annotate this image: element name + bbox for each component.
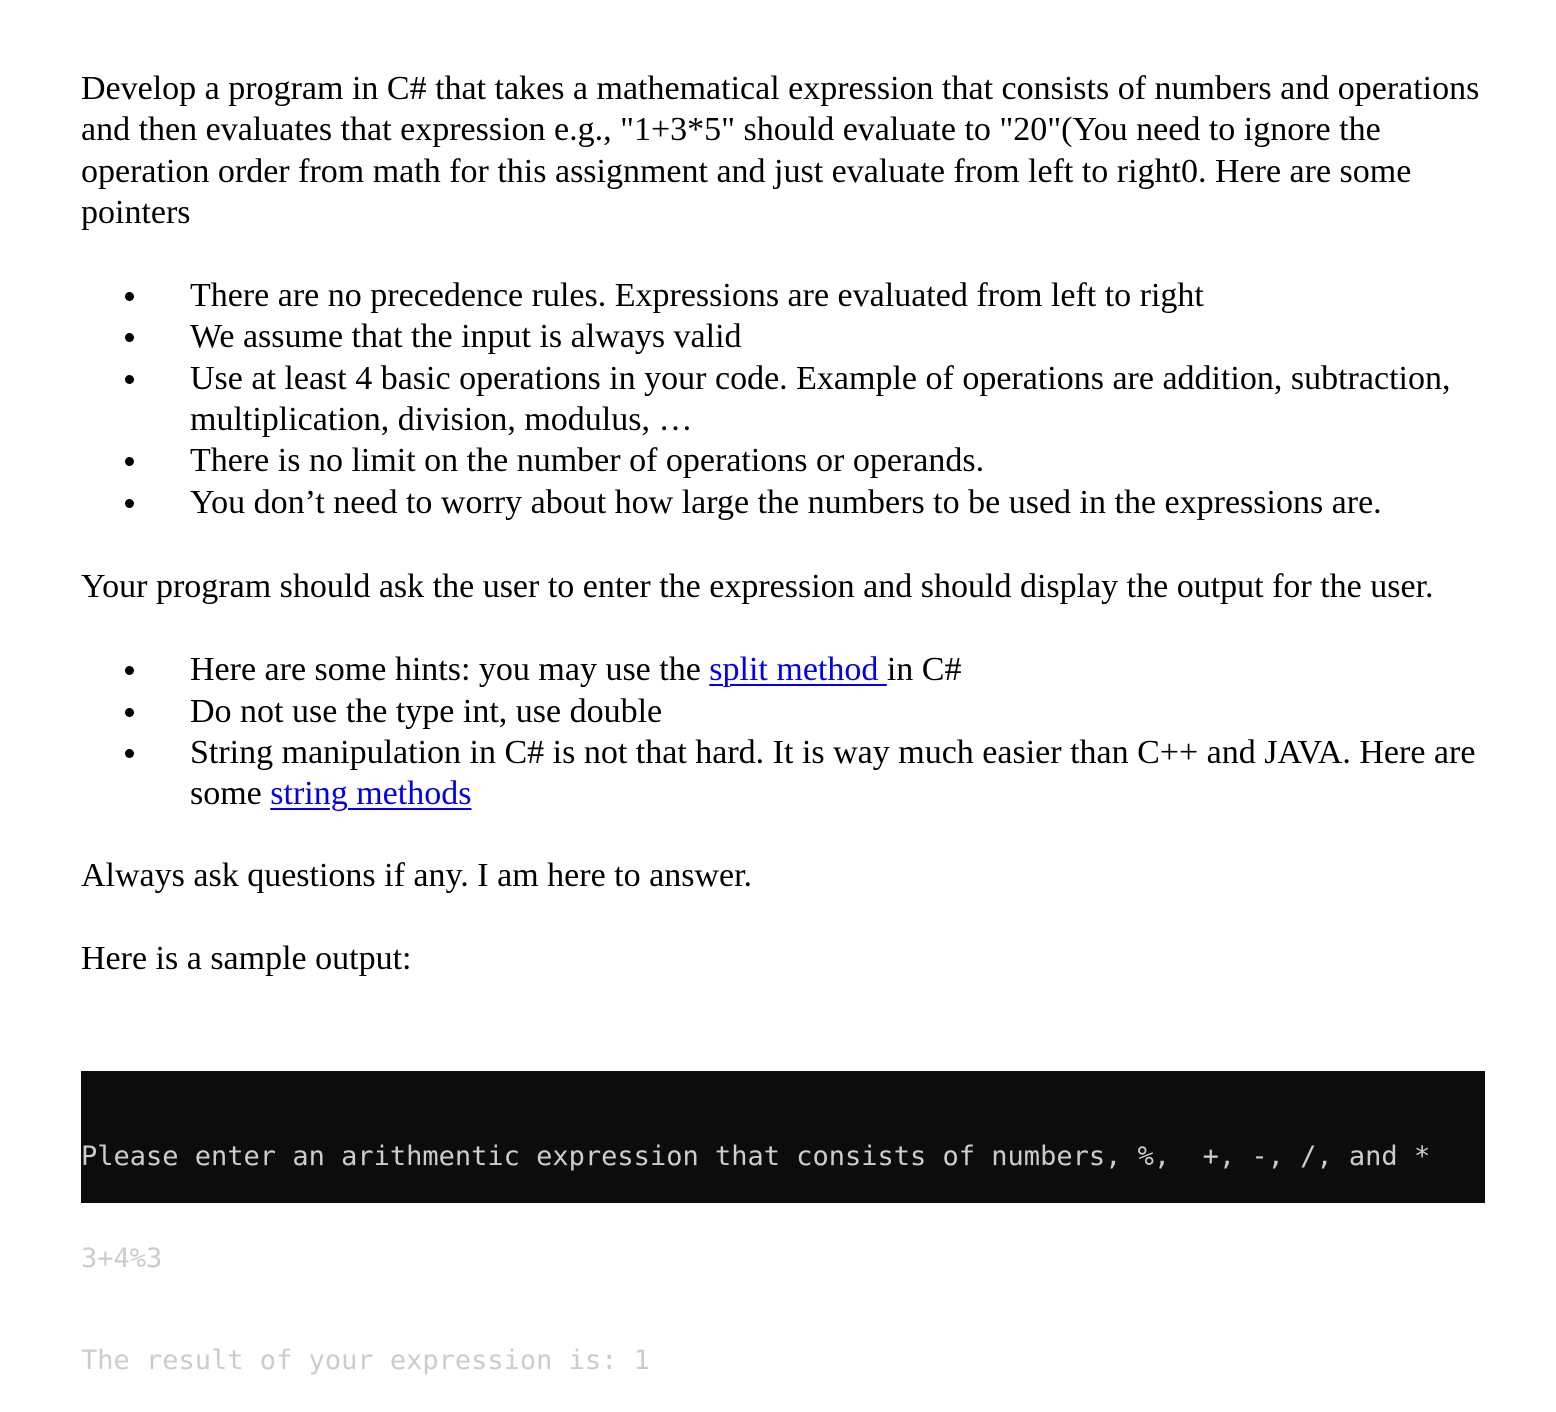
console-line: Please enter an arithmentic expression that consists of numbers, %, +, -, /, and * — [81, 1141, 1431, 1172]
list-item: Do not use the type int, use double — [81, 691, 1501, 732]
list-item: We assume that the input is always valid — [81, 316, 1501, 357]
list-item: Use at least 4 basic operations in your code. Example of operations are addition, subtraction, multiplication, division, modulus, … — [81, 358, 1501, 441]
intro-paragraph: Develop a program in C# that takes a mathematical expression that consists of numbers and operations and then evaluates that expression e.g., "1+3*5" should evaluate to "20"(You need to ignore the operation order from math for this assignment and just evaluate from left to right0. Here are some pointers — [81, 70, 1480, 231]
hints-list — [81, 649, 1501, 814]
console-line: 3+4%3 — [81, 1243, 163, 1274]
assignment-document — [81, 68, 1501, 979]
list-item — [81, 732, 1501, 815]
ask-paragraph: Always ask questions if any. I am here to answer. — [81, 857, 753, 895]
pointers-list — [81, 275, 1501, 523]
list-item: There is no limit on the number of operations or operands. — [81, 440, 1501, 481]
string-methods-link[interactable]: string methods — [270, 775, 472, 813]
console-line: The result of your expression is: 1 — [81, 1345, 650, 1376]
hint-text: Here are some hints: you may use the — [190, 651, 710, 689]
list-item: There are no precedence rules. Expressions are evaluated from left to right — [81, 275, 1501, 316]
list-item — [81, 649, 1501, 690]
console-output — [81, 1071, 1485, 1376]
hint-text: in C# — [886, 651, 962, 689]
hint-text: String manipulation in C# is not that hard. It is way much easier than C++ and JAVA. Here are some — [190, 733, 1476, 813]
program-paragraph: Your program should ask the user to enter the expression and should display the output for the user. — [81, 567, 1434, 605]
split-method-link[interactable]: split method — [709, 651, 887, 689]
sample-paragraph: Here is a sample output: — [81, 939, 412, 977]
list-item: You don’t need to worry about how large the numbers to be used in the expressions are. — [81, 482, 1501, 523]
